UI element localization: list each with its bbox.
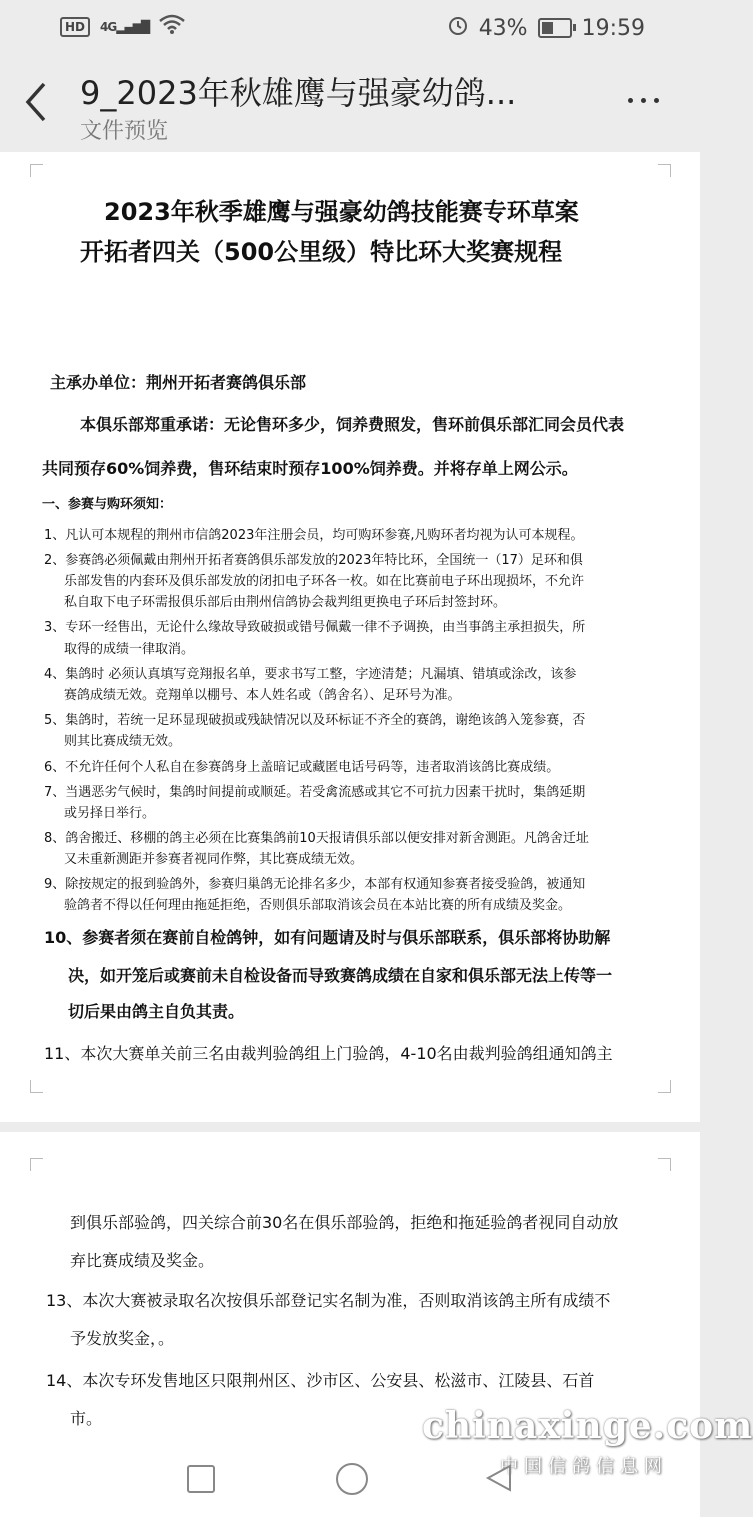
rule-line: 验鸽者不得以任何理由拖延拒绝，否则俱乐部取消该会员在本站比赛的所有成绩及奖金。	[64, 898, 572, 913]
rule-line: 或另择日举行。	[64, 806, 156, 821]
rule-line: 赛鸽成绩无效。竞翔单以棚号、本人姓名或（鸽舍名）、足环号为准。	[64, 688, 461, 703]
rule-line: 弃比赛成绩及奖金。	[70, 1251, 215, 1270]
file-title: 9_2023年秋雄鹰与强豪幼鸽...	[80, 74, 517, 112]
rule-line: 私自取下电子环需报俱乐部后由荆州信鸽协会裁判组更换电子环后封签封环。	[64, 595, 507, 610]
rule-line: 5、集鸽时，若统一足环显现破损或残缺情况以及环标证不齐全的赛鸽，谢绝该鸽入笼参赛，否	[44, 713, 586, 728]
doc-title-line1: 2023年秋季雄鹰与强豪幼鸽技能赛专环草案	[104, 198, 579, 226]
page-corner-mark	[30, 1158, 43, 1171]
rule-line: 9、除按规定的报到验鸽外，参赛归巢鸽无论排名多少，本部有权通知参赛者接受验鸽，被通知	[44, 877, 586, 892]
rule-line: 6、不允许任何个人私自在参赛鸽身上盖暗记或藏匿电话号码等，违者取消该鸽比赛成绩。	[44, 760, 560, 775]
watermark-cn: 中国信鸽信息网	[500, 1456, 668, 1477]
page-corner-mark	[658, 1080, 671, 1093]
rule-10-line: 10、参赛者须在赛前自检鸽钟，如有问题请及时与俱乐部联系，俱乐部将协助解	[44, 928, 611, 947]
rule-13-line: 13、本次大赛被录取名次按俱乐部登记实名制为准，否则取消该鸽主所有成绩不	[46, 1291, 611, 1310]
rule-14-line: 14、本次专环发售地区只限荆州区、沙市区、公安县、松滋市、江陵县、石首	[46, 1371, 595, 1390]
rule-10-line: 切后果由鸽主自负其责。	[68, 1002, 245, 1021]
section-heading: 一、参赛与购环须知：	[42, 497, 173, 512]
rule-line: 7、当遇恶劣气候时，集鸽时间提前或顺延。若受禽流感或其它不可抗力因素干扰时，集鸽延期	[44, 785, 586, 800]
app-header	[0, 58, 700, 152]
page-corner-mark	[30, 164, 43, 177]
page-corner-mark	[658, 164, 671, 177]
rule-line: 乐部发售的内套环及俱乐部发放的闭扣电子环各一枚。如在比赛前电子环出现损坏，不允许	[64, 574, 585, 589]
clock: 19:59	[581, 15, 645, 41]
back-arrow-icon[interactable]	[22, 80, 48, 131]
alarm-icon	[447, 14, 469, 42]
rule-line: 1、凡认可本规程的荆州市信鸽2023年注册会员，均可购环参赛,凡购环者均视为认可本规程。	[44, 528, 584, 543]
rule-line: 则其比赛成绩无效。	[64, 734, 182, 749]
rule-13-line: 予发放奖金，。	[70, 1329, 175, 1348]
nav-back-icon[interactable]	[484, 1463, 514, 1493]
recent-apps-icon[interactable]	[187, 1465, 215, 1493]
battery-fill	[542, 22, 553, 34]
page-corner-mark	[658, 1158, 671, 1171]
status-bar	[0, 0, 700, 58]
network-type: 4G	[100, 19, 117, 34]
navigation-bar	[0, 1445, 700, 1517]
battery-percent: 43%	[478, 15, 528, 41]
rule-14-line: 市。	[70, 1409, 103, 1428]
watermark-site: chinaxinge.com	[422, 1405, 753, 1447]
promise-line: 共同预存60%饲养费，售环结束时预存100%饲养费。并将存单上网公示。	[42, 459, 578, 478]
promise-line: 本俱乐部郑重承诺：无论售环多少，饲养费照发，售环前俱乐部汇同会员代表	[80, 415, 625, 434]
rule-line: 又未重新测距并参赛者视同作弊，其比赛成绩无效。	[64, 852, 364, 867]
rule-line: 到俱乐部验鸽，四关综合前30名在俱乐部验鸽，拒绝和拖延验鸽者视同自动放	[70, 1213, 619, 1232]
more-options-icon[interactable]	[628, 98, 659, 103]
rule-line: 2、参赛鸽必须佩戴由荆州开拓者赛鸽俱乐部发放的2023年特比环，全国统一（17）足环和俱	[44, 553, 583, 568]
rule-line: 8、鸽舍搬迁、移棚的鸽主必须在比赛集鸽前10天报请俱乐部以便安排对新舍测距。凡鸽舍迁址	[44, 831, 589, 846]
wifi-icon	[159, 14, 185, 39]
battery-icon	[538, 18, 572, 38]
page-corner-mark	[30, 1080, 43, 1093]
organizer: 主承办单位：荆州开拓者赛鸽俱乐部	[50, 373, 307, 392]
hd-indicator: HD	[60, 17, 90, 37]
file-preview-label: 文件预览	[80, 119, 169, 144]
rule-line: 取得的成绩一律取消。	[64, 642, 195, 657]
rule-line: 4、集鸽时 必须认真填写竞翔报名单，要求书写工整，字迹清楚；凡漏填、错填或涂改，该参	[44, 667, 577, 682]
cellular-signal-icon: 4G▂▄▆█	[100, 19, 150, 34]
home-icon[interactable]	[336, 1463, 368, 1495]
rule-11-line: 11、本次大赛单关前三名由裁判验鸽组上门验鸽，4-10名由裁判验鸽组通知鸽主	[44, 1044, 613, 1063]
rule-line: 3、专环一经售出，无论什么缘故导致破损或错号佩戴一律不予调换，由当事鸽主承担损失，所	[44, 620, 586, 635]
document-page-1[interactable]	[0, 152, 700, 1122]
rule-10-line: 决，如开笼后或赛前未自检设备而导致赛鸽成绩在自家和俱乐部无法上传等一	[68, 966, 613, 985]
doc-title-line2: 开拓者四关（500公里级）特比环大奖赛规程	[80, 238, 563, 266]
